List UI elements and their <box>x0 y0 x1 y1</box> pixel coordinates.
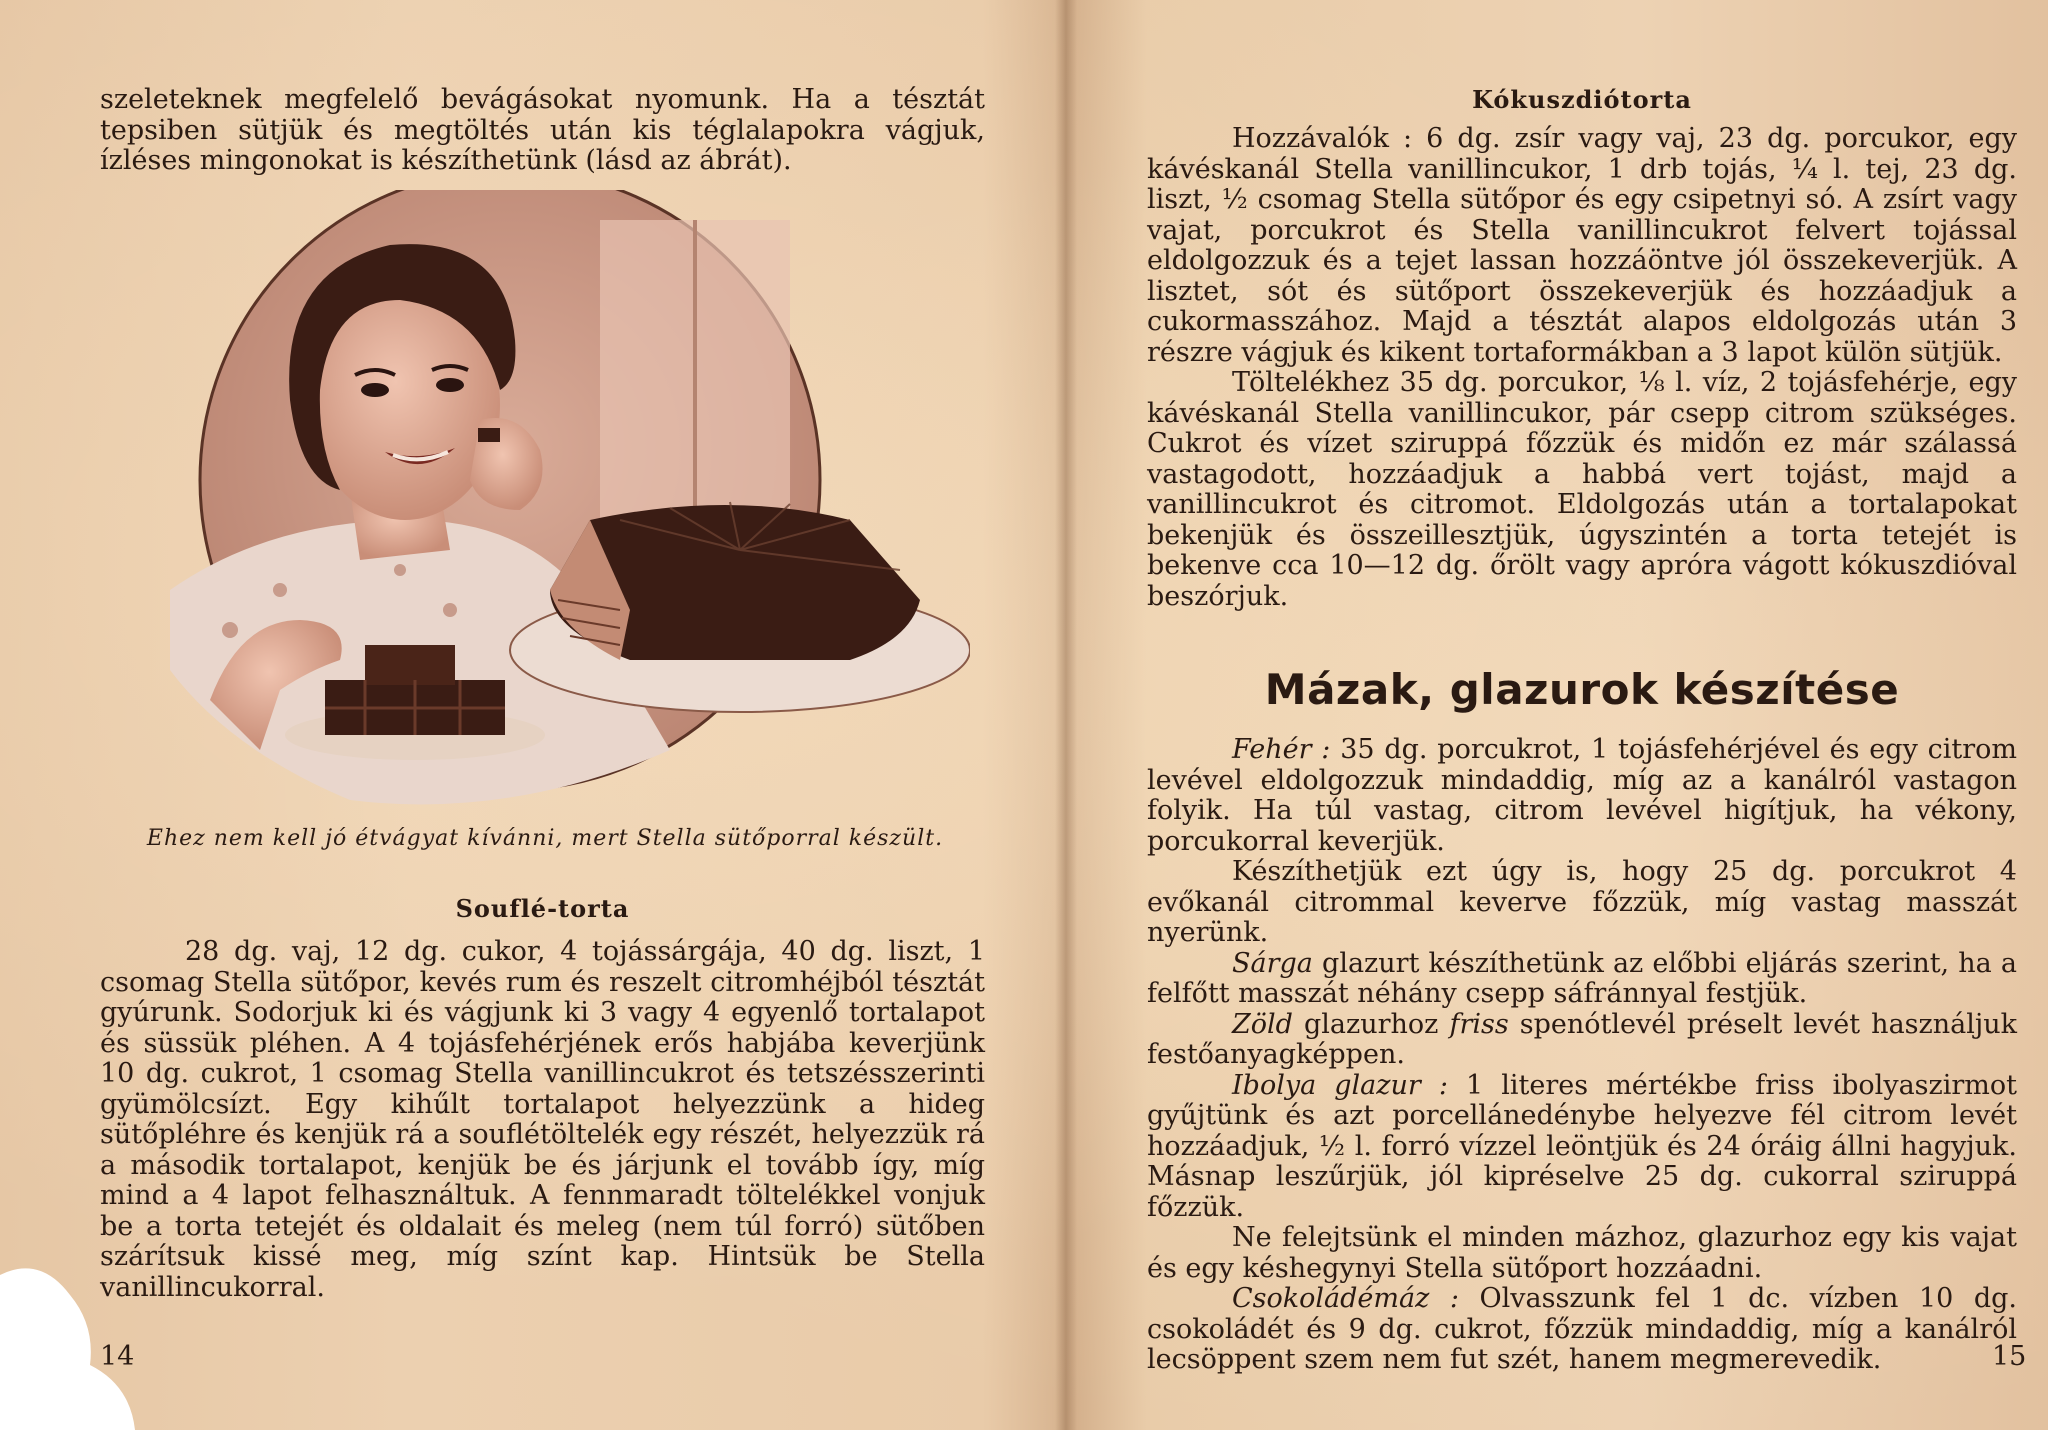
book-gutter <box>1055 0 1077 1430</box>
recipe-heading-soufle: Souflé-torta <box>455 894 630 923</box>
glaze-yellow-lead: Sárga <box>1232 947 1313 979</box>
glaze-white-lead: Fehér : <box>1232 734 1331 765</box>
recipe-body-kokusz <box>1147 124 2017 612</box>
glazes-body <box>1147 735 2017 1376</box>
left-top-paragraph: szeleteknek megfelelő bevágásokat nyomunk. Ha a tésztát tepsiben sütjük és megtöltés után kis téglalapokra vágjuk, ízléses mingonokat is készíthetünk (lásd az ábrát). <box>100 84 985 176</box>
kokusz-filling-paragraph: Töltelékhez 35 dg. porcukor, ⅛ l. víz, 2 tojásfehérje, egy kávéskanál Stella vanillincukor, pár csepp citrom szükséges. Cukrot és vízet sziruppá főzzük és midőn ez már szálassá vastagodott, hozzáadjuk a habbá vert tojást, majd a vanillincukrot és citromot. Eldolgozás után a tortalapokat bekenjük és összeillesztjük, úgyszintén a torta tetejét is bekenve cca 10—12 dg. őrölt vagy apróra vágott kókuszdióval beszórjuk. <box>1147 367 2017 612</box>
recipe-heading-kokusz: Kókuszdiótorta <box>1472 85 1692 114</box>
right-page <box>1077 0 2048 1430</box>
torn-corner <box>0 1255 150 1430</box>
section-heading-glazes: Mázak, glazurok készítése <box>1264 665 1900 714</box>
glaze-chocolate-text: Olvasszunk fel 1 dc. vízben 10 dg. csokoládét és 9 dg. cukrot, főzzük mindaddig, míg a kanálról lecsöppent szem nem fut szét, hanem megmerevedik. <box>1147 1283 2017 1375</box>
glaze-violet-text: 1 literes mértékbe friss ibolyaszirmot gyűjtünk és azt porcellánedénybe helyezve fél citrom levét hozzáadjuk, ½ l. forró vízzel leöntjük és 24 óráig állni hagyjuk. Másnap leszűrjük, jól kipréselve 25 dg. cukorral sziruppá főzzük. <box>1147 1069 2017 1223</box>
page-number-left: 14 <box>100 1341 135 1372</box>
glaze-green-italic: friss <box>1449 1008 1509 1040</box>
glaze-green-text-a: glazurhoz <box>1292 1008 1450 1040</box>
glaze-green-text-b: spenótlevél préselt levét használjuk festőanyagképpen. <box>1147 1008 2017 1070</box>
kokusz-ingredients-paragraph: Hozzávalók : 6 dg. zsír vagy vaj, 23 dg. porcukor, egy kávéskanál Stella vanillincukor, 1 drb tojás, ¼ l. tej, 23 dg. liszt, ½ csomag Stella sütőpor és egy csipetnyi só. A zsírt vagy vajat, porcukrot és Stella vanillincukrot felvert tojással eldolgozzuk és a tejet lassan hozzáöntve jól összekeverjük. A lisztet, sót és sütőport összekeverjük és hozzáadjuk a cukormasszához. Majd a tésztát alapos eldolgozás után 3 részre vágjuk és kikent tortaformákban a 3 lapot külön sütjük. <box>1147 123 2017 368</box>
illustration-caption: Ehez nem kell jó étvágyat kívánni, mert Stella sütőporral készült. <box>146 826 944 851</box>
glaze-white-paragraph <box>1147 735 2017 857</box>
glaze-violet-paragraph <box>1147 1071 2017 1224</box>
glaze-green-lead: Zöld <box>1232 1008 1293 1040</box>
recipe-body-soufle: 28 dg. vaj, 12 dg. cukor, 4 tojássárgája, 40 dg. liszt, 1 csomag Stella sütőpor, kevés rum és reszelt citromhéjból tésztát gyúrunk. Sodorjuk ki és vágjunk ki 3 vagy 4 egyenlő tortalapot és süssük pléhen. A 4 tojásfehérjének erős habjába keverjünk 10 dg. cukrot, 1 csomag Stella vanillincukrot és tetszésszerinti gyümölcsízt. Egy kihűlt tortalapot helyezzünk a hideg sütőpléhre és kenjük rá a souflétöltelék egy részét, helyezzük rá a második tortalapot, kenjük be és járjunk el tovább így, míg mind a 4 lapot felhasználtuk. A fennmaradt töltelékkel vonjuk be a torta tetejét és oldalait és meleg (nem túl forró) sütőben szárítsuk kissé meg, míg színt kap. Hintsük be Stella vanillincukorral. <box>100 936 985 1303</box>
glaze-yellow-text: glazurt készíthetünk az előbbi eljárás szerint, ha a felfőtt masszát néhány csepp sáfránnyal festjük. <box>1147 947 2017 1009</box>
glaze-yellow-paragraph <box>1147 949 2017 1010</box>
glaze-chocolate-paragraph <box>1147 1284 2017 1376</box>
glaze-chocolate-lead: Csokoládémáz : <box>1232 1283 1459 1314</box>
page-number-right: 15 <box>1992 1341 2027 1372</box>
woman-with-cake-illustration <box>150 190 970 830</box>
glaze-tip-paragraph: Ne felejtsünk el minden mázhoz, glazurhoz egy kis vajat és egy késhegynyi Stella sütőport hozzáadni. <box>1147 1222 2017 1284</box>
glaze-alt-paragraph: Készíthetjük ezt úgy is, hogy 25 dg. porcukrot 4 evőkanál citrommal keverve főzzük, míg vastag masszát nyerünk. <box>1147 856 2017 948</box>
glaze-green-paragraph <box>1147 1010 2017 1071</box>
glaze-violet-lead: Ibolya glazur : <box>1232 1069 1448 1101</box>
glaze-white-text: 35 dg. porcukrot, 1 tojásfehérjével és egy citrom levével eldolgozzuk mindaddig, míg az a kanálról vastagon folyik. Ha túl vastag, citrom levével higítjuk, ha vékony, porcukorral keverjük. <box>1147 734 2017 857</box>
